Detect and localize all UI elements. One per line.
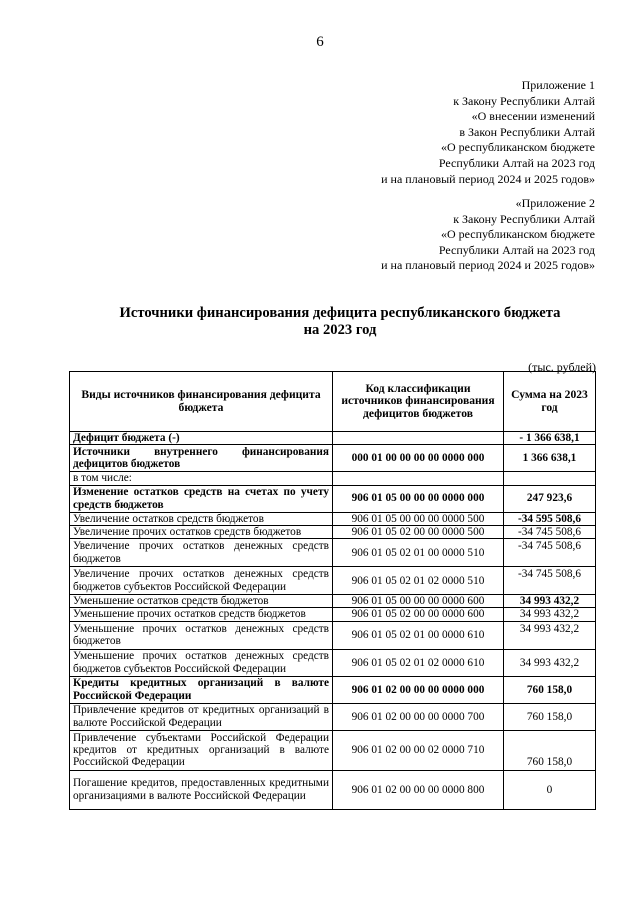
row-name: Уменьшение прочих остатков средств бюджетов — [70, 608, 333, 621]
table-row — [70, 621, 596, 649]
row-code: 906 01 05 02 00 00 0000 600 — [333, 608, 504, 621]
row-code: 906 01 05 00 00 00 0000 000 — [333, 485, 504, 512]
table-row — [70, 512, 596, 525]
document-title-line: Источники финансирования дефицита республиканского бюджета — [119, 305, 561, 321]
table-row — [70, 770, 596, 809]
row-sum: -34 745 508,6 — [504, 539, 596, 567]
header-code: Код классификации источников финансирования дефицитов бюджетов — [333, 372, 504, 432]
row-name: Увеличение прочих остатков денежных средств бюджетов — [70, 539, 333, 567]
document-title-line: на 2023 год — [303, 322, 377, 338]
annex-1-line: к Закону Республики Алтай — [453, 93, 595, 108]
row-name: Увеличение остатков средств бюджетов — [70, 512, 333, 525]
row-code — [333, 472, 504, 485]
row-code: 906 01 02 00 00 00 0000 000 — [333, 676, 504, 703]
table-row — [70, 703, 596, 730]
units-note: (тыс. рублей) — [528, 360, 596, 374]
row-sum: 34 993 432,2 — [504, 608, 596, 621]
annex-2-line: «Приложение 2 — [515, 196, 595, 210]
document-title — [60, 305, 620, 339]
annex-1-line: в Закон Республики Алтай — [459, 124, 595, 139]
row-name: Погашение кредитов, предоставленных кредитными организациями в валюте Российской Федерации — [70, 770, 333, 809]
table-header-row — [70, 372, 596, 432]
annex-1-line: «О республиканском бюджете — [440, 140, 595, 155]
row-name: Привлечение кредитов от кредитных организаций в валюте Российской Федерации — [70, 703, 333, 730]
row-name: Увеличение прочих остатков средств бюджетов — [70, 525, 333, 538]
page-number: 6 — [316, 34, 324, 50]
row-code: 906 01 02 00 00 00 0000 700 — [333, 703, 504, 730]
table-row — [70, 485, 596, 512]
annex-2-line: к Закону Республики Алтай — [453, 211, 595, 226]
row-code: 000 01 00 00 00 00 0000 000 — [333, 445, 504, 472]
row-code: 906 01 05 02 01 00 0000 610 — [333, 621, 504, 649]
table-row — [70, 608, 596, 621]
row-sum: 1 366 638,1 — [504, 445, 596, 472]
table-row — [70, 445, 596, 472]
table-row — [70, 539, 596, 567]
row-code: 906 01 05 02 01 02 0000 510 — [333, 567, 504, 595]
row-sum — [504, 472, 596, 485]
row-name: Дефицит бюджета (-) — [70, 432, 333, 445]
annex-1-line: и на плановый период 2024 и 2025 годов» — [381, 171, 595, 186]
row-name: Увеличение прочих остатков денежных средств бюджетов субъектов Российской Федерации — [70, 567, 333, 595]
row-sum: 247 923,6 — [504, 485, 596, 512]
table-row — [70, 649, 596, 676]
row-sum: 34 993 432,2 — [504, 595, 596, 608]
table-row — [70, 472, 596, 485]
annex-1-line: Республики Алтай на 2023 год — [438, 155, 595, 170]
row-code: 906 01 05 02 01 00 0000 510 — [333, 539, 504, 567]
row-sum: 0 — [504, 770, 596, 809]
table-row — [70, 676, 596, 703]
row-sum: 34 993 432,2 — [504, 621, 596, 649]
row-name: Кредиты кредитных организаций в валюте Российской Федерации — [70, 676, 333, 703]
row-code: 906 01 05 00 00 00 0000 500 — [333, 512, 504, 525]
annex-1-heading — [381, 78, 595, 187]
row-sum: -34 595 508,6 — [504, 512, 596, 525]
header-sum: Сумма на 2023 год — [504, 372, 596, 432]
table-row — [70, 432, 596, 445]
row-sum: -34 745 508,6 — [504, 525, 596, 538]
row-code: 906 01 05 02 01 02 0000 610 — [333, 649, 504, 676]
header-name: Виды источников финансирования дефицита бюджета — [70, 372, 333, 432]
annex-2-line: «О республиканском бюджете — [440, 227, 595, 242]
row-name: Изменение остатков средств на счетах по учету средств бюджетов — [70, 485, 333, 512]
row-name: Уменьшение остатков средств бюджетов — [70, 595, 333, 608]
table-row — [70, 730, 596, 770]
table-row — [70, 567, 596, 595]
annex-2-line: Республики Алтай на 2023 год — [438, 242, 595, 257]
row-sum: 760 158,0 — [504, 730, 596, 770]
annex-1-line: «О внесении изменений — [471, 109, 595, 124]
table-row — [70, 595, 596, 608]
row-name: Привлечение субъектами Российской Федерации кредитов от кредитных организаций в валюте Российской Федерации — [70, 730, 333, 770]
annex-2-line: и на плановый период 2024 и 2025 годов» — [381, 258, 595, 273]
row-name: Уменьшение прочих остатков денежных средств бюджетов — [70, 621, 333, 649]
annex-1-line: Приложение 1 — [521, 78, 595, 92]
row-sum: -34 745 508,6 — [504, 567, 596, 595]
row-code — [333, 432, 504, 445]
row-code: 906 01 02 00 00 02 0000 710 — [333, 730, 504, 770]
row-name: Источники внутреннего финансирования дефицитов бюджетов — [70, 445, 333, 472]
row-code: 906 01 05 00 00 00 0000 600 — [333, 595, 504, 608]
table-row — [70, 525, 596, 538]
row-name: Уменьшение прочих остатков денежных средств бюджетов субъектов Российской Федерации — [70, 649, 333, 676]
row-sum: - 1 366 638,1 — [504, 432, 596, 445]
financing-sources-table — [69, 371, 596, 810]
row-code: 906 01 02 00 00 00 0000 800 — [333, 770, 504, 809]
annex-2-heading — [381, 196, 595, 274]
row-code: 906 01 05 02 00 00 0000 500 — [333, 525, 504, 538]
row-sum: 34 993 432,2 — [504, 649, 596, 676]
row-name: в том числе: — [70, 472, 333, 485]
row-sum: 760 158,0 — [504, 676, 596, 703]
row-sum: 760 158,0 — [504, 703, 596, 730]
